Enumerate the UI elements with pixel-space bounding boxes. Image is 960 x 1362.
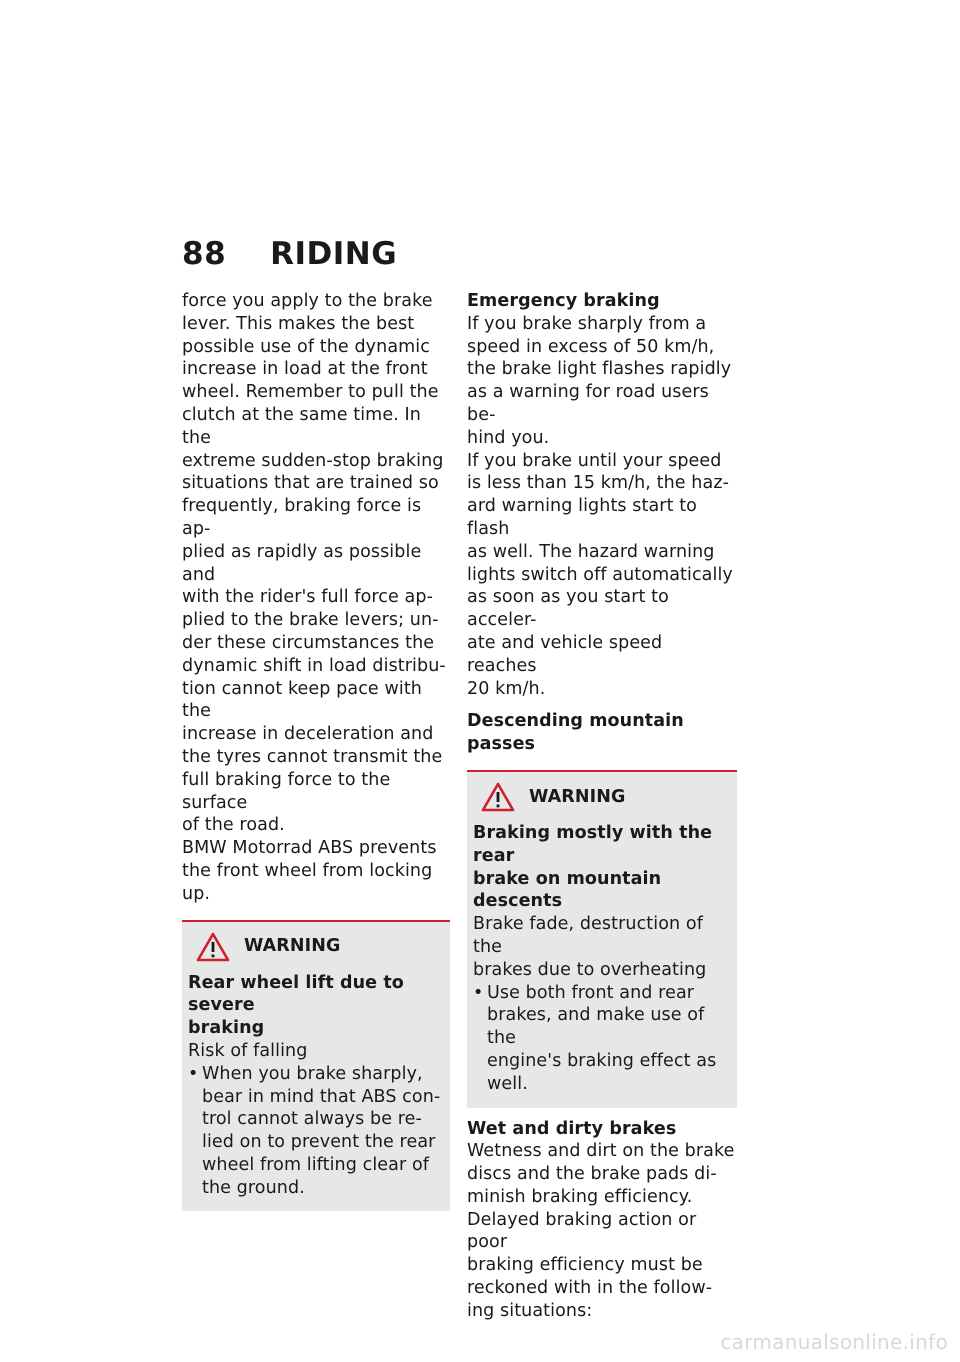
- warning-subject: Rear wheel lift due to severe braking: [188, 972, 404, 1039]
- emergency-braking-paragraph-1: If you brake sharply from a speed in excess of 50 km/h, the brake light flashes rapidly as a warning for road users be- hind you.: [467, 313, 732, 448]
- warning-subject: Braking mostly with the rear brake on mountain descents: [473, 822, 713, 912]
- warning-title-row: [188, 932, 444, 962]
- warning-bullet-item: [188, 1063, 444, 1200]
- warning-title-row: [473, 782, 731, 812]
- warning-box-rear-wheel-lift: [182, 920, 450, 1212]
- chapter-title: RIDING: [270, 236, 398, 272]
- right-column: [467, 290, 737, 1323]
- descending-mountain-passes-heading: Descending mountain passes: [467, 711, 684, 755]
- warning-triangle-icon: [196, 932, 230, 962]
- emergency-braking-paragraph-2: If you brake until your speed is less than 15 km/h, the haz- ard warning lights start to flash as well. The hazard warning lights switch off automatically as soon as you start to acceler- ate and vehicle speed reaches 20 km/h.: [467, 450, 733, 699]
- warning-title: WARNING: [529, 786, 626, 807]
- warning-bullet-text: When you brake sharply, bear in mind that ABS con- trol cannot always be re- lied on to prevent the rear wheel from lifting clear of the ground.: [202, 1063, 441, 1198]
- warning-bullet-item: [473, 982, 731, 1096]
- warning-title: WARNING: [244, 936, 341, 957]
- bullet-marker: •: [473, 982, 484, 1003]
- abs-paragraph: BMW Motorrad ABS prevents the front wheel from locking up.: [182, 838, 437, 904]
- wet-dirty-brakes-heading: Wet and dirty brakes: [467, 1118, 677, 1139]
- wet-brakes-paragraph-1: Wetness and dirt on the brake discs and the brake pads di- minish braking efficiency.: [467, 1141, 735, 1207]
- page-number: 88: [182, 236, 227, 272]
- wet-brakes-paragraph-2: Delayed braking action or poor braking efficiency must be reckoned with in the follow- ing situations:: [467, 1209, 713, 1321]
- warning-bullet-text: Use both front and rear brakes, and make use of the engine's braking effect as well.: [487, 982, 717, 1094]
- warning-risk: Brake fade, destruction of the brakes due to overheating: [473, 914, 707, 980]
- left-column: [182, 290, 450, 1211]
- emergency-braking-heading: Emergency braking: [467, 291, 660, 311]
- bullet-marker: •: [188, 1063, 199, 1084]
- warning-risk: Risk of falling: [188, 1040, 308, 1061]
- braking-intro-paragraph: force you apply to the brake lever. This makes the best possible use of the dynamic increase in load at the front wheel. Remember to pull the clutch at the same time. In the extreme sudden-stop braking situations that are trained so frequently, braking force is ap- plied as rapidly as possible and with the rider's full force ap- plied to the brake levers; un- der these circumstances the dynamic shift in load distribu- tion cannot keep pace with the increase in deceleration and the tyres cannot transmit the full braking force to the surface of the road.: [182, 291, 446, 836]
- warning-box-mountain-descents: [467, 770, 737, 1108]
- warning-triangle-icon: [481, 782, 515, 812]
- watermark: carmanualsonline.info: [720, 1330, 948, 1354]
- page-header: [182, 236, 397, 280]
